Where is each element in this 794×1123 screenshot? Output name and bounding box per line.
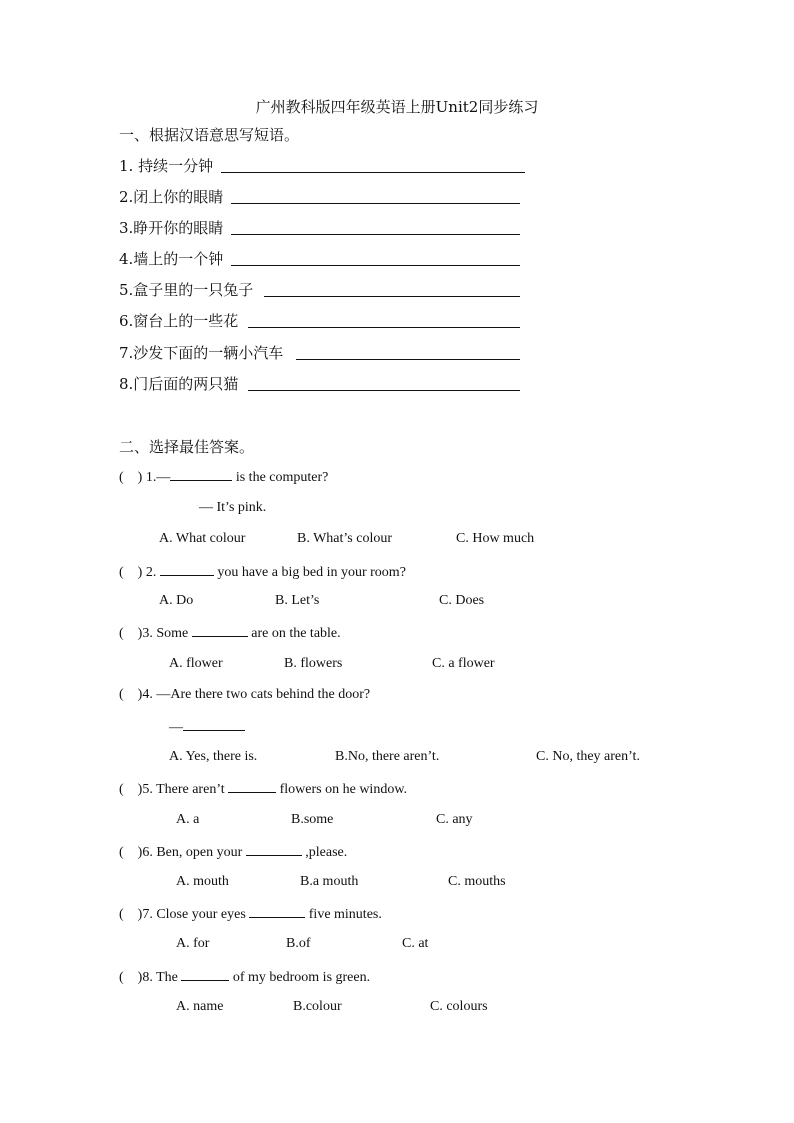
answer-paren[interactable]: (	[119, 970, 138, 985]
s1-item-2: 2.闭上你的眼睛	[119, 188, 224, 206]
question-8: ( )8. The of my bedroom is green.	[119, 970, 371, 985]
q1-option-b[interactable]: B. What’s colour	[297, 531, 393, 546]
question-1-response: — It’s pink.	[199, 500, 267, 515]
answer-paren[interactable]: (	[119, 782, 138, 797]
s1-item-6: 6.窗台上的一些花	[119, 312, 239, 330]
q2-option-a[interactable]: A. Do	[159, 593, 194, 608]
blank[interactable]	[183, 718, 245, 731]
q4-option-b[interactable]: B.No, there aren’t.	[335, 749, 440, 764]
q1-option-a[interactable]: A. What colour	[159, 531, 246, 546]
s1-item-1: 1. 持续一分钟	[119, 157, 214, 175]
blank[interactable]	[246, 843, 302, 856]
q6-option-b[interactable]: B.a mouth	[300, 874, 359, 889]
q5-option-c[interactable]: C. any	[436, 812, 473, 827]
q6-option-a[interactable]: A. mouth	[176, 874, 229, 889]
q5-option-b[interactable]: B.some	[291, 812, 334, 827]
q3-option-b[interactable]: B. flowers	[284, 656, 343, 671]
page-title: 广州教科版四年级英语上册Unit2同步练习	[255, 98, 539, 116]
blank[interactable]	[160, 563, 214, 576]
q3-option-c[interactable]: C. a flower	[432, 656, 495, 671]
s1-item-5: 5.盒子里的一只兔子	[119, 281, 254, 299]
q7-option-a[interactable]: A. for	[176, 936, 210, 951]
s1-item-4: 4.墙上的一个钟	[119, 250, 224, 268]
blank[interactable]	[228, 780, 276, 793]
q7-option-c[interactable]: C. at	[402, 936, 429, 951]
s1-item-7: 7.沙发下面的一辆小汽车	[119, 344, 284, 362]
question-6: ( )6. Ben, open your ,please.	[119, 845, 348, 860]
s1-answer-line-1[interactable]	[221, 172, 525, 173]
q4-option-a[interactable]: A. Yes, there is.	[169, 749, 258, 764]
section2-heading: 二、选择最佳答案。	[119, 438, 255, 456]
q8-option-a[interactable]: A. name	[176, 999, 224, 1014]
answer-paren[interactable]: (	[119, 687, 138, 702]
blank[interactable]	[181, 968, 229, 981]
answer-paren[interactable]: (	[119, 626, 138, 641]
q3-option-a[interactable]: A. flower	[169, 656, 223, 671]
blank[interactable]	[249, 905, 305, 918]
answer-paren[interactable]: (	[119, 470, 138, 485]
blank[interactable]	[192, 624, 248, 637]
question-3: ( )3. Some are on the table.	[119, 626, 341, 641]
q4-option-c[interactable]: C. No, they aren’t.	[536, 749, 640, 764]
q7-option-b[interactable]: B.of	[286, 936, 311, 951]
q1-option-c[interactable]: C. How much	[456, 531, 535, 546]
q6-option-c[interactable]: C. mouths	[448, 874, 506, 889]
s1-answer-line-6[interactable]	[248, 327, 520, 328]
s1-answer-line-8[interactable]	[248, 390, 520, 391]
answer-paren[interactable]: (	[119, 565, 138, 580]
s1-item-8: 8.门后面的两只猫	[119, 375, 239, 393]
blank[interactable]	[170, 468, 232, 481]
answer-paren[interactable]: (	[119, 907, 138, 922]
s1-answer-line-5[interactable]	[264, 296, 520, 297]
q8-option-b[interactable]: B.colour	[293, 999, 342, 1014]
question-2: ( ) 2. you have a big bed in your room?	[119, 565, 406, 580]
s1-answer-line-4[interactable]	[231, 265, 520, 266]
question-5: ( )5. There aren’t flowers on he window.	[119, 782, 408, 797]
q8-option-c[interactable]: C. colours	[430, 999, 488, 1014]
question-7: ( )7. Close your eyes five minutes.	[119, 907, 382, 922]
s1-answer-line-2[interactable]	[231, 203, 520, 204]
q2-option-b[interactable]: B. Let’s	[275, 593, 320, 608]
question-4: ( )4. —Are there two cats behind the door?	[119, 687, 371, 702]
question-4-response: —	[169, 718, 245, 736]
answer-paren[interactable]: (	[119, 845, 138, 860]
question-1: ( ) 1.— is the computer?	[119, 470, 329, 485]
s1-answer-line-7[interactable]	[296, 359, 520, 360]
s1-item-3: 3.睁开你的眼睛	[119, 219, 224, 237]
section1-heading: 一、根据汉语意思写短语。	[119, 126, 300, 144]
q2-option-c[interactable]: C. Does	[439, 593, 485, 608]
s1-answer-line-3[interactable]	[231, 234, 520, 235]
q5-option-a[interactable]: A. a	[176, 812, 200, 827]
